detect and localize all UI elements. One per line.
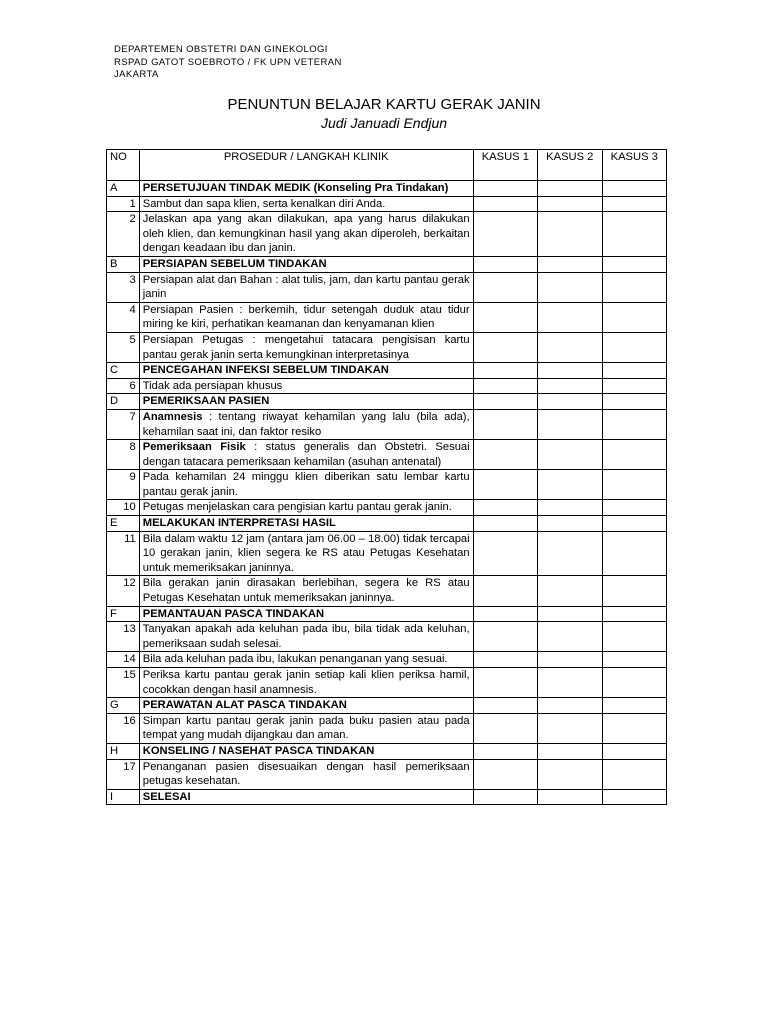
kasus-3-cell[interactable] [602,500,667,516]
kasus-1-cell[interactable] [473,302,537,332]
kasus-2-cell[interactable] [538,516,602,532]
kasus-2-cell[interactable] [538,500,602,516]
table-row [107,440,667,470]
document-title: PENUNTUN BELAJAR KARTU GERAK JANIN [227,96,541,113]
kasus-3-cell[interactable] [602,440,667,470]
step-text: Persiapan Petugas : mengetahui tatacara pengisisan kartu pantau gerak janin serta kemungkinan interpretasinya [139,332,473,362]
kasus-3-cell[interactable] [602,531,667,576]
table-header-row [107,150,667,181]
step-text: Pada kehamilan 24 minggu klien diberikan satu lembar kartu pantau gerak janin. [139,470,473,500]
kasus-2-cell[interactable] [538,531,602,576]
col-header-prosedur: PROSEDUR / LANGKAH KLINIK [139,150,473,181]
section-title: PERSIAPAN SEBELUM TINDAKAN [139,256,473,272]
step-text: Simpan kartu pantau gerak janin pada buku pasien atau pada tempat yang mudah dijangkau dan aman. [139,713,473,743]
kasus-1-cell[interactable] [473,500,537,516]
kasus-3-cell[interactable] [602,789,667,805]
step-number: 6 [107,378,140,394]
kasus-3-cell[interactable] [602,272,667,302]
step-text [139,409,473,439]
kasus-3-cell[interactable] [602,409,667,439]
col-header-kasus-1: KASUS 1 [473,150,537,181]
section-letter: E [107,516,140,532]
kasus-1-cell[interactable] [473,272,537,302]
kasus-2-cell[interactable] [538,713,602,743]
kasus-2-cell[interactable] [538,181,602,197]
section-row [107,363,667,379]
section-letter: A [107,181,140,197]
table-row [107,470,667,500]
kasus-1-cell[interactable] [473,409,537,439]
col-header-kasus-2: KASUS 2 [538,150,602,181]
kasus-1-cell[interactable] [473,668,537,698]
step-text: Periksa kartu pantau gerak janin setiap kali klien periksa hamil, cocokkan dengan hasil anamnesis. [139,668,473,698]
table-row [107,378,667,394]
step-text: Jelaskan apa yang akan dilakukan, apa yang harus dilakukan oleh klien, dan kemungkinan hasil yang akan diperoleh, berkaitan dengan keadaan ibu dan janin. [139,212,473,257]
step-number: 10 [107,500,140,516]
kasus-1-cell[interactable] [473,470,537,500]
section-row [107,698,667,714]
section-letter: F [107,606,140,622]
step-number: 14 [107,652,140,668]
table-row [107,272,667,302]
section-row [107,181,667,197]
section-row [107,789,667,805]
kasus-1-cell[interactable] [473,652,537,668]
kasus-2-cell[interactable] [538,470,602,500]
step-number: 16 [107,713,140,743]
kasus-1-cell[interactable] [473,394,537,410]
step-text: Persiapan Pasien : berkemih, tidur setengah duduk atau tidur miring ke kiri, perhatikan keamanan dan kenyamanan klien [139,302,473,332]
kasus-3-cell[interactable] [602,622,667,652]
kasus-1-cell[interactable] [473,743,537,759]
section-row [107,256,667,272]
kasus-3-cell[interactable] [602,606,667,622]
step-text-rest: : tentang riwayat kehamilan yang lalu (bila ada), kehamilan saat ini, dan faktor resiko [142,410,470,438]
kasus-2-cell[interactable] [538,256,602,272]
kasus-2-cell[interactable] [538,789,602,805]
col-header-no: NO [107,150,140,181]
step-text: Bila dalam waktu 12 jam (antara jam 06.00 – 18.00) tidak tercapai 10 gerakan janin, klien segera ke RS atau Petugas Kesehatan untuk memeriksakan janinnya. [139,531,473,576]
step-text [139,440,473,470]
kasus-2-cell[interactable] [538,743,602,759]
table-row [107,652,667,668]
step-number: 12 [107,576,140,606]
kasus-2-cell[interactable] [538,652,602,668]
step-number: 13 [107,622,140,652]
kasus-2-cell[interactable] [538,302,602,332]
section-letter: B [107,256,140,272]
step-text: Bila ada keluhan pada ibu, lakukan penanganan yang sesuai. [139,652,473,668]
kasus-3-cell[interactable] [602,212,667,257]
document-header [114,44,342,82]
kasus-1-cell[interactable] [473,576,537,606]
kasus-1-cell[interactable] [473,363,537,379]
step-text: Penanganan pasien disesuaikan dengan hasil pemeriksaan petugas kesehatan. [139,759,473,789]
step-number: 5 [107,332,140,362]
table-row [107,622,667,652]
step-text-bold: Anamnesis [142,410,203,423]
kasus-3-cell[interactable] [602,652,667,668]
kasus-1-cell[interactable] [473,256,537,272]
table-row [107,713,667,743]
kasus-1-cell[interactable] [473,212,537,257]
section-row [107,606,667,622]
kasus-3-cell[interactable] [602,576,667,606]
step-text: Petugas menjelaskan cara pengisian kartu pantau gerak janin. [139,500,473,516]
step-number: 7 [107,409,140,439]
step-number: 8 [107,440,140,470]
section-title: PENCEGAHAN INFEKSI SEBELUM TINDAKAN [139,363,473,379]
kasus-2-cell[interactable] [538,212,602,257]
step-number: 9 [107,470,140,500]
step-text: Tanyakan apakah ada keluhan pada ibu, bila tidak ada keluhan, pemeriksaan sudah selesai. [139,622,473,652]
table-row [107,302,667,332]
step-number: 15 [107,668,140,698]
section-title: KONSELING / NASEHAT PASCA TINDAKAN [139,743,473,759]
kasus-1-cell[interactable] [473,181,537,197]
kasus-3-cell[interactable] [602,713,667,743]
kasus-2-cell[interactable] [538,332,602,362]
kasus-2-cell[interactable] [538,668,602,698]
step-number: 4 [107,302,140,332]
step-number: 3 [107,272,140,302]
section-title: SELESAI [139,789,473,805]
procedure-table [106,149,667,805]
kasus-3-cell[interactable] [602,470,667,500]
table-row [107,500,667,516]
section-row [107,516,667,532]
kasus-1-cell[interactable] [473,531,537,576]
section-title: MELAKUKAN INTERPRETASI HASIL [139,516,473,532]
header-city: JAKARTA [114,69,159,80]
kasus-1-cell[interactable] [473,789,537,805]
step-text: Bila gerakan janin dirasakan berlebihan, segera ke RS atau Petugas Kesehatan untuk memeriksakan janinnya. [139,576,473,606]
step-text: Tidak ada persiapan khusus [139,378,473,394]
table-row [107,531,667,576]
section-row [107,394,667,410]
kasus-1-cell[interactable] [473,440,537,470]
kasus-2-cell[interactable] [538,606,602,622]
kasus-3-cell[interactable] [602,516,667,532]
step-text-rest: : status generalis dan Obstetri. Sesuai dengan tatacara pemeriksaan kehamilan (asuhan antenatal) [142,441,470,468]
kasus-2-cell[interactable] [538,409,602,439]
kasus-1-cell[interactable] [473,332,537,362]
kasus-3-cell[interactable] [602,394,667,410]
kasus-2-cell[interactable] [538,196,602,212]
section-title: PEMERIKSAAN PASIEN [139,394,473,410]
step-number: 17 [107,759,140,789]
table-row [107,759,667,789]
document-author: Judi Januadi Endjun [320,115,448,131]
kasus-1-cell[interactable] [473,378,537,394]
kasus-1-cell[interactable] [473,713,537,743]
section-title: PEMANTAUAN PASCA TINDAKAN [139,606,473,622]
kasus-1-cell[interactable] [473,759,537,789]
kasus-3-cell[interactable] [602,302,667,332]
kasus-2-cell[interactable] [538,378,602,394]
kasus-2-cell[interactable] [538,576,602,606]
section-letter: C [107,363,140,379]
section-letter: D [107,394,140,410]
kasus-1-cell[interactable] [473,606,537,622]
table-row [107,668,667,698]
kasus-3-cell[interactable] [602,698,667,714]
section-row [107,743,667,759]
table-row [107,332,667,362]
header-institution: RSPAD GATOT SOEBROTO / FK UPN VETERAN [114,56,342,68]
kasus-2-cell[interactable] [538,759,602,789]
kasus-2-cell[interactable] [538,363,602,379]
kasus-1-cell[interactable] [473,698,537,714]
section-title: PERSETUJUAN TINDAK MEDIK (Konseling Pra Tindakan) [139,181,473,197]
kasus-3-cell[interactable] [602,759,667,789]
table-row [107,576,667,606]
kasus-3-cell[interactable] [602,181,667,197]
kasus-1-cell[interactable] [473,622,537,652]
table-row [107,409,667,439]
table-row [107,196,667,212]
kasus-1-cell[interactable] [473,516,537,532]
kasus-2-cell[interactable] [538,440,602,470]
section-title: PERAWATAN ALAT PASCA TINDAKAN [139,698,473,714]
kasus-2-cell[interactable] [538,394,602,410]
step-text-bold: Pemeriksaan Fisik [142,441,246,454]
step-number: 11 [107,531,140,576]
kasus-3-cell[interactable] [602,743,667,759]
kasus-3-cell[interactable] [602,378,667,394]
step-text: Sambut dan sapa klien, serta kenalkan diri Anda. [139,196,473,212]
section-letter: I [107,789,140,805]
kasus-2-cell[interactable] [538,698,602,714]
kasus-3-cell[interactable] [602,196,667,212]
kasus-3-cell[interactable] [602,668,667,698]
kasus-3-cell[interactable] [602,256,667,272]
kasus-2-cell[interactable] [538,622,602,652]
col-header-kasus-3: KASUS 3 [602,150,667,181]
table-row [107,212,667,257]
section-letter: H [107,743,140,759]
step-number: 2 [107,212,140,257]
kasus-3-cell[interactable] [602,332,667,362]
kasus-1-cell[interactable] [473,196,537,212]
step-number: 1 [107,196,140,212]
header-department: DEPARTEMEN OBSTETRI DAN GINEKOLOGI [114,44,328,55]
kasus-2-cell[interactable] [538,272,602,302]
section-letter: G [107,698,140,714]
step-text: Persiapan alat dan Bahan : alat tulis, jam, dan kartu pantau gerak janin [139,272,473,302]
kasus-3-cell[interactable] [602,363,667,379]
